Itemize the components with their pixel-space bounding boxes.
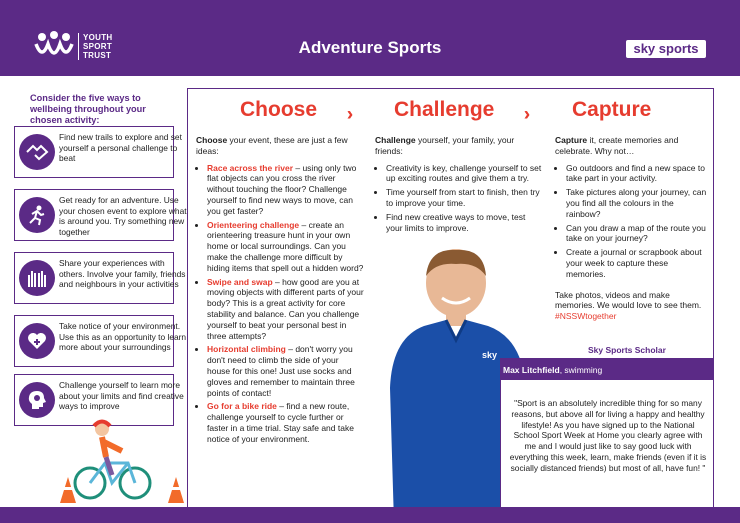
choose-list — [196, 163, 364, 445]
idea-body: – using only two flat objects can you cross the river without touching the floor? Challenge yourself to find new ways to move, can you get faster? — [207, 162, 357, 216]
challenge-heading: Challenge — [394, 98, 495, 121]
capture-intro — [555, 135, 707, 157]
list-item: • Time yourself from start to finish, then try to improve your time. — [386, 187, 543, 209]
idea-body: – how good are you at moving objects with different parts of your body? This is a great activity for core stability and balance. Can you challenge yourself to beat your personal best in three attempts? — [207, 276, 364, 341]
org-line-1: YOUTH — [83, 33, 113, 42]
page-title: Adventure Sports — [298, 38, 442, 57]
scholar-name — [503, 365, 602, 375]
wellbeing-intro: Consider the five ways to wellbeing throughout your chosen activity: — [30, 93, 146, 125]
scholar-quote: "Sport is an absolutely incredible thing for so many reasons, but above all for living a happy and healthy lifestyle! As you have signed up to the National School Sport Week at Home you clearly agree with me and I would just like to say good luck with everything this week, learn, make friends (even if it is socially distanced friends) but most of all, have fun! " — [509, 398, 707, 473]
idea-body: – don't worry you don't need to climb the side of your house for this one! Just use socks and gloves and remember to maintain three points of contact! — [207, 344, 355, 398]
idea-title: Swipe and swap — [207, 276, 273, 287]
list-item — [207, 277, 364, 342]
heart-plus-icon — [19, 323, 55, 359]
header — [0, 0, 740, 76]
list-item — [207, 163, 364, 217]
handshake-icon — [19, 134, 55, 170]
org-line-3: TRUST — [83, 51, 112, 60]
shirt-logo: sky — [482, 350, 498, 360]
way-card-notice — [14, 315, 187, 367]
choose-intro-rest: your event, these are just a few ideas: — [196, 135, 348, 156]
footer-band — [0, 507, 740, 523]
list-item: • Go outdoors and find a new space to take part in your activity. — [566, 163, 707, 185]
child-cycling-illustration — [50, 415, 190, 505]
capture-intro-bold: Capture — [555, 135, 588, 145]
scholar-full-name: Max Litchfield — [503, 365, 560, 375]
sports-word: sports — [658, 41, 699, 56]
idea-title: Race across the river — [207, 162, 293, 173]
way-text-give: Share your experiences with others. Involve your family, friends and neighbours in your activities — [59, 258, 186, 289]
way-text-active: Get ready for an adventure. Use your chosen event to explore what is around you. Try something new together — [59, 195, 187, 237]
sky-sports-logo — [626, 40, 706, 58]
way-card-connect — [14, 126, 182, 178]
list-item: • Creativity is key, challenge yourself to set up exciting routes and give them a try. — [386, 163, 543, 185]
choose-heading: Choose — [240, 98, 318, 121]
challenge-intro — [375, 135, 543, 157]
capture-outro — [555, 290, 707, 322]
list-item: • Find new creative ways to move, test your limits to improve. — [386, 212, 543, 234]
challenge-list — [375, 163, 543, 234]
capture-outro-text: Take photos, videos and make memories. We would love to see them. — [555, 289, 702, 311]
way-card-give — [14, 252, 186, 304]
idea-title: Go for a bike ride — [207, 401, 277, 412]
scholar-label: Sky Sports Scholar — [588, 345, 666, 355]
sky-word: sky — [633, 41, 656, 56]
list-item — [207, 344, 364, 398]
idea-title: Horizontal climbing — [207, 344, 286, 355]
idea-title: Orienteering challenge — [207, 219, 300, 230]
capture-column — [555, 135, 707, 328]
org-line-2: SPORT — [83, 42, 113, 51]
way-text-notice: Take notice of your environment. Use this as an opportunity to learn more about your surroundings — [59, 321, 187, 352]
idea-body: – find a new route, challenge yourself to cycle further or faster in a time trial. Stay safe and take notice of your environment. — [207, 401, 354, 444]
challenge-intro-rest: yourself, your family, your friends: — [375, 135, 515, 156]
way-card-active — [14, 189, 187, 241]
hands-icon — [19, 260, 55, 296]
choose-intro-bold: Choose — [196, 135, 228, 145]
scholar-sport: , swimming — [559, 365, 603, 375]
list-item — [207, 401, 364, 444]
capture-heading: Capture — [572, 98, 652, 121]
list-item: • Can you draw a map of the route you take on your journey? — [566, 223, 707, 245]
challenge-intro-bold: Challenge — [375, 135, 416, 145]
idea-body: – create an orienteering treasure hunt in your own home or local surroundings. Can you make the challenge more difficult by hiding items that spell out a hidden word? — [207, 219, 364, 273]
running-person-icon — [19, 197, 55, 233]
way-text-learn: Challenge yourself to learn more about your limits and find creative ways to improve — [59, 380, 184, 411]
capture-intro-rest: it, create memories and celebrate. Why not… — [555, 135, 679, 156]
list-item: • Create a journal or scrapbook about your week to capture these memories. — [566, 247, 707, 279]
list-item: • Take pictures along your journey, can you find all the colours in the rainbow? — [566, 187, 707, 219]
list-item — [207, 220, 364, 274]
challenge-column — [375, 135, 543, 236]
hashtag: #NSSWtogether — [555, 311, 617, 322]
choose-column — [196, 135, 364, 448]
choose-intro — [196, 135, 364, 157]
capture-list — [555, 163, 707, 280]
head-lightbulb-icon — [19, 382, 55, 418]
way-text-connect: Find new trails to explore and set yourself a personal challenge to beat — [59, 132, 182, 163]
